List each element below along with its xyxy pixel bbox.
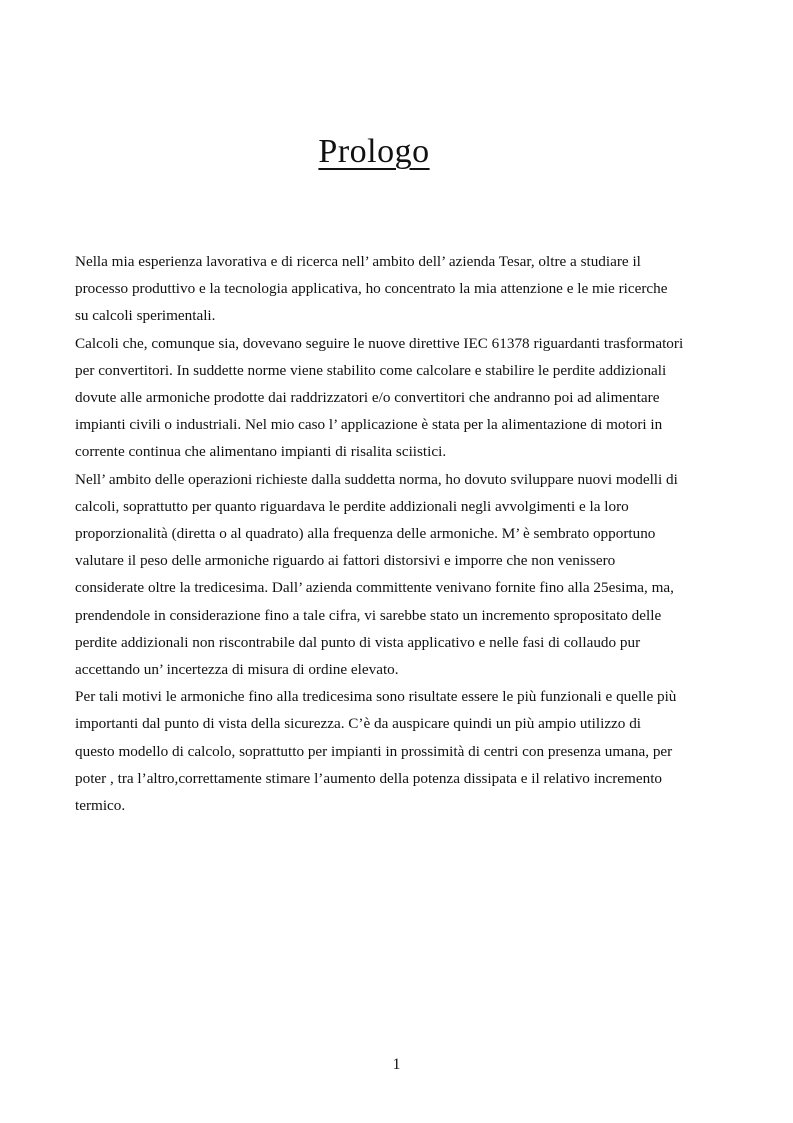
body-line: Nell’ ambito delle operazioni richieste dalla suddetta norma, ho dovuto sviluppare nuovi modelli di	[75, 470, 678, 488]
body-line: per convertitori. In suddette norme viene stabilito come calcolare e stabilire le perdite addizionali	[75, 361, 667, 379]
body-line: Nella mia esperienza lavorativa e di ricerca nell’ ambito dell’ azienda Tesar, oltre a studiare il	[75, 253, 641, 270]
body-line: Calcoli che, comunque sia, dovevano seguire le nuove direttive IEC 61378 riguardanti trasformatori	[75, 334, 684, 352]
body-line: termico.	[75, 797, 126, 815]
page-title-text: Prologo	[318, 133, 430, 170]
body-line: importanti dal punto di vista della sicurezza. C’è da auspicare quindi un più ampio utilizzo di	[75, 715, 642, 733]
body-line: su calcoli sperimentali.	[75, 307, 216, 325]
body-text	[75, 248, 725, 819]
body-line: proporzionalità (diretta o al quadrato) alla frequenza delle armoniche. M’ è sembrato opportuno	[75, 525, 656, 543]
body-line: dovute alle armoniche prodotte dai raddrizzatori e/o convertitori che andranno poi ad alimentare	[75, 389, 660, 407]
page-title	[0, 133, 748, 171]
body-line: considerate oltre la tredicesima. Dall’ azienda committente venivano fornite fino alla 25esima, ma,	[75, 579, 674, 597]
body-line: Per tali motivi le armoniche fino alla tredicesima sono risultate essere le più funzionali e quelle più	[75, 688, 677, 706]
body-line: accettando un’ incertezza di misura di ordine elevato.	[75, 661, 399, 679]
body-line: poter , tra l’altro,correttamente stimare l’aumento della potenza dissipata e il relativo incremento	[75, 769, 663, 787]
page-number: 1	[392, 1056, 401, 1073]
body-line: valutare il peso delle armoniche riguardo ai fattori distorsivi e imporre che non venissero	[75, 552, 616, 570]
body-line: prendendole in considerazione fino a tale cifra, vi sarebbe stato un incremento spropositato delle	[75, 606, 662, 624]
body-line: impianti civili o industriali. Nel mio caso l’ applicazione è stata per la alimentazione di motori in	[75, 416, 663, 434]
body-line: questo modello di calcolo, soprattutto per impianti in prossimità di centri con presenza umana, per	[75, 742, 673, 760]
body-line: perdite addizionali non riscontrabile dal punto di vista applicativo e nelle fasi di collaudo pur	[75, 633, 641, 651]
body-line: corrente continua che alimentano impianti di risalita sciistici.	[75, 443, 447, 461]
body-line: processo produttivo e la tecnologia applicativa, ho concentrato la mia attenzione e le mie ricerche	[75, 280, 668, 298]
body-line: calcoli, soprattutto per quanto riguardava le perdite addizionali negli avvolgimenti e la loro	[75, 497, 629, 515]
